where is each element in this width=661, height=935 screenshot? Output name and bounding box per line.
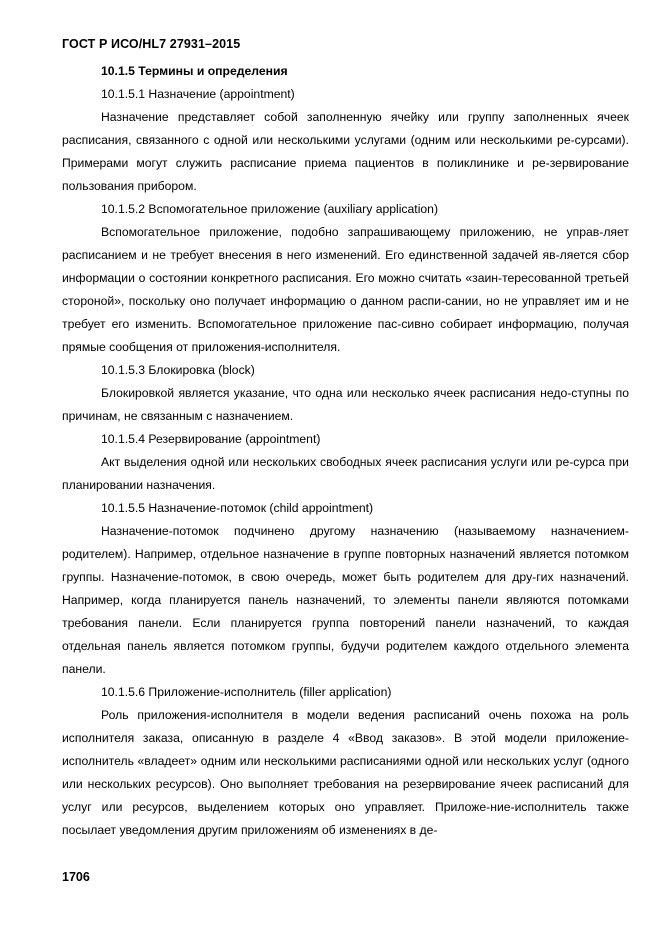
term-definition: Назначение-потомок подчинено другому назначению (называемому назначением-родителем). Например, отдельное назначение в группе повторных назначений является потомком группы. Назначение-потомок, в свою очередь, может быть родителем для дру-гих назначений. Например, когда планируется панель назначений, то элементы панели являются потомками требования панели. Если планируется группа повторений панели назначений, то каждая отдельная панель является потомком группы, будучи родителем каждого отдельного элемента панели. [62,524,629,676]
term-definition: Блокировкой является указание, что одна или несколько ячеек расписания недо-ступны по причинам, не связанным с назначением. [62,386,629,423]
term-heading: 10.1.5.5 Назначение-потомок (child appointment) [101,501,374,515]
term-heading: 10.1.5.2 Вспомогательное приложение (auxiliary application) [101,202,439,216]
section-heading: 10.1.5 Термины и определения [101,64,288,78]
term-definition: Назначение представляет собой заполненную ячейку или группу заполненных ячеек расписания, связанного с одной или несколькими услугами (одним или несколькими ре-сурсами). Примерами могут служить расписание приема пациентов в поликлинике и ре-зервирование пользования прибором. [62,110,629,193]
term-definition: Вспомогательное приложение, подобно запрашивающему приложению, не управ-ляет расписанием и не требует внесения в него изменений. Его единственной задачей яв-ляется сбор информации о состоянии конкретного расписания. Его можно считать «заин-тересованной третьей стороной», поскольку оно получает информацию о данном распи-сании, но не управляет им и не требует его изменить. Вспомогательное приложение пас-сивно собирает информацию, получая прямые сообщения от приложения-исполнителя. [62,225,629,354]
term-heading: 10.1.5.3 Блокировка (block) [101,363,255,377]
document-body [62,60,629,842]
page-number: 1706 [62,870,90,884]
term-definition: Акт выделения одной или нескольких свободных ячеек расписания услуги или ре-сурса при планировании назначения. [62,455,629,492]
standard-header: ГОСТ Р ИСО/HL7 27931–2015 [62,37,241,51]
term-heading: 10.1.5.4 Резервирование (appointment) [101,432,321,446]
term-heading: 10.1.5.6 Приложение-исполнитель (filler application) [101,685,392,699]
term-definition: Роль приложения-исполнителя в модели ведения расписаний очень похожа на роль исполнителя заказа, описанную в разделе 4 «Ввод заказов». В этой модели приложение-исполнитель «владеет» одним или несколькими расписаниями одной или нескольких услуг (одного или нескольких ресурсов). Оно выполняет требования на резервирование ячеек расписаний для услуг или ресурсов, выделением которых оно управляет. Приложе-ние-исполнитель также посылает уведомления другим приложениям об изменениях в де- [62,708,629,837]
term-heading: 10.1.5.1 Назначение (appointment) [101,87,295,101]
